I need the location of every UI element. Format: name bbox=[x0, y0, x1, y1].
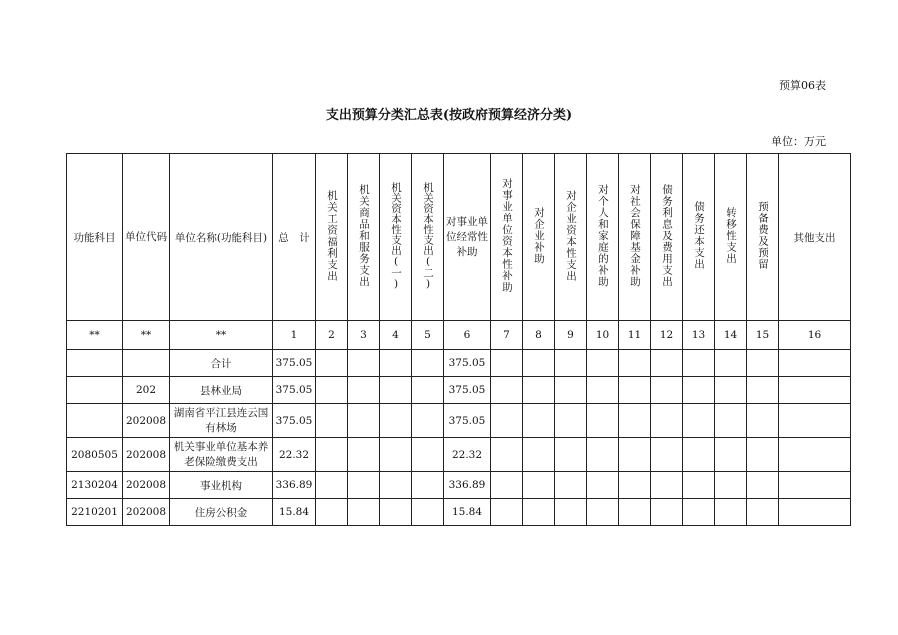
header-c15: 预备费及预留 bbox=[757, 201, 769, 270]
header-c3: 机关商品和服务支出 bbox=[358, 183, 370, 288]
index-row bbox=[67, 321, 851, 350]
header-c12: 债务利息及费用支出 bbox=[661, 183, 673, 288]
cell-total: 375.05 bbox=[273, 350, 316, 377]
header-c11: 对社会保障基金补助 bbox=[629, 183, 641, 288]
header-row bbox=[67, 154, 851, 321]
cell-func: 2130204 bbox=[67, 472, 123, 499]
header-c5: 机关资本性支出(二) bbox=[422, 181, 434, 290]
table-row bbox=[67, 404, 851, 438]
index-cell: ** bbox=[123, 321, 170, 350]
index-cell: 15 bbox=[747, 321, 779, 350]
header-c6: 对事业单位经常性补助 bbox=[444, 154, 491, 321]
index-cell: ** bbox=[67, 321, 123, 350]
index-cell: 10 bbox=[587, 321, 619, 350]
index-cell: 6 bbox=[444, 321, 491, 350]
index-cell: 1 bbox=[273, 321, 316, 350]
form-number: 预算06表 bbox=[779, 79, 826, 92]
cell-code: 202008 bbox=[123, 404, 170, 438]
table-row bbox=[67, 499, 851, 526]
header-c8: 对企业补助 bbox=[533, 206, 545, 265]
cell-c6: 375.05 bbox=[444, 350, 491, 377]
cell-c6: 336.89 bbox=[444, 472, 491, 499]
index-cell: 9 bbox=[555, 321, 587, 350]
index-cell: 4 bbox=[380, 321, 412, 350]
table-row bbox=[67, 438, 851, 472]
page-title: 支出预算分类汇总表(按政府预算经济分类) bbox=[325, 108, 573, 123]
index-cell: 14 bbox=[715, 321, 747, 350]
header-c9: 对企业资本性支出 bbox=[565, 189, 577, 282]
cell-func: 2210201 bbox=[67, 499, 123, 526]
cell-func bbox=[67, 404, 123, 438]
index-cell: 16 bbox=[779, 321, 851, 350]
cell-name: 机关事业单位基本养老保险缴费支出 bbox=[170, 438, 273, 472]
index-cell: 7 bbox=[491, 321, 523, 350]
cell-code: 202008 bbox=[123, 499, 170, 526]
header-unit-name: 单位名称(功能科目) bbox=[170, 154, 273, 321]
table-row bbox=[67, 377, 851, 404]
cell-total: 375.05 bbox=[273, 377, 316, 404]
index-cell: 5 bbox=[412, 321, 444, 350]
header-func-subject: 功能科目 bbox=[67, 154, 123, 321]
table-row bbox=[67, 350, 851, 377]
index-cell: 13 bbox=[683, 321, 715, 350]
index-cell: ** bbox=[170, 321, 273, 350]
cell-total: 15.84 bbox=[273, 499, 316, 526]
unit-label: 单位：万元 bbox=[771, 135, 826, 148]
index-cell: 11 bbox=[619, 321, 651, 350]
cell-name: 湖南省平江县连云国有林场 bbox=[170, 404, 273, 438]
budget-table bbox=[66, 153, 851, 526]
cell-name: 事业机构 bbox=[170, 472, 273, 499]
cell-func: 2080505 bbox=[67, 438, 123, 472]
cell-name: 住房公积金 bbox=[170, 499, 273, 526]
cell-code: 202 bbox=[123, 377, 170, 404]
cell-c6: 375.05 bbox=[444, 377, 491, 404]
cell-code: 202008 bbox=[123, 472, 170, 499]
table-row bbox=[67, 472, 851, 499]
cell-code: 202008 bbox=[123, 438, 170, 472]
header-unit-code: 单位代码 bbox=[123, 154, 170, 321]
cell-total: 336.89 bbox=[273, 472, 316, 499]
cell-c6: 22.32 bbox=[444, 438, 491, 472]
header-c14: 转移性支出 bbox=[725, 206, 737, 265]
header-c10: 对个人和家庭的补助 bbox=[597, 183, 609, 288]
header-c16: 其他支出 bbox=[779, 154, 851, 321]
index-cell: 3 bbox=[348, 321, 380, 350]
cell-total: 375.05 bbox=[273, 404, 316, 438]
cell-total: 22.32 bbox=[273, 438, 316, 472]
cell-name: 县林业局 bbox=[170, 377, 273, 404]
index-cell: 12 bbox=[651, 321, 683, 350]
index-cell: 8 bbox=[523, 321, 555, 350]
header-c2: 机关工资福利支出 bbox=[326, 189, 338, 282]
header-c13: 债务还本支出 bbox=[693, 201, 705, 270]
cell-func bbox=[67, 377, 123, 404]
index-cell: 2 bbox=[316, 321, 348, 350]
cell-c6: 375.05 bbox=[444, 404, 491, 438]
header-c7: 对事业单位资本性补助 bbox=[501, 178, 513, 293]
header-total: 总 计 bbox=[273, 154, 316, 321]
cell-code bbox=[123, 350, 170, 377]
cell-func bbox=[67, 350, 123, 377]
header-c4: 机关资本性支出(一) bbox=[390, 181, 402, 290]
cell-c6: 15.84 bbox=[444, 499, 491, 526]
cell-name: 合计 bbox=[170, 350, 273, 377]
